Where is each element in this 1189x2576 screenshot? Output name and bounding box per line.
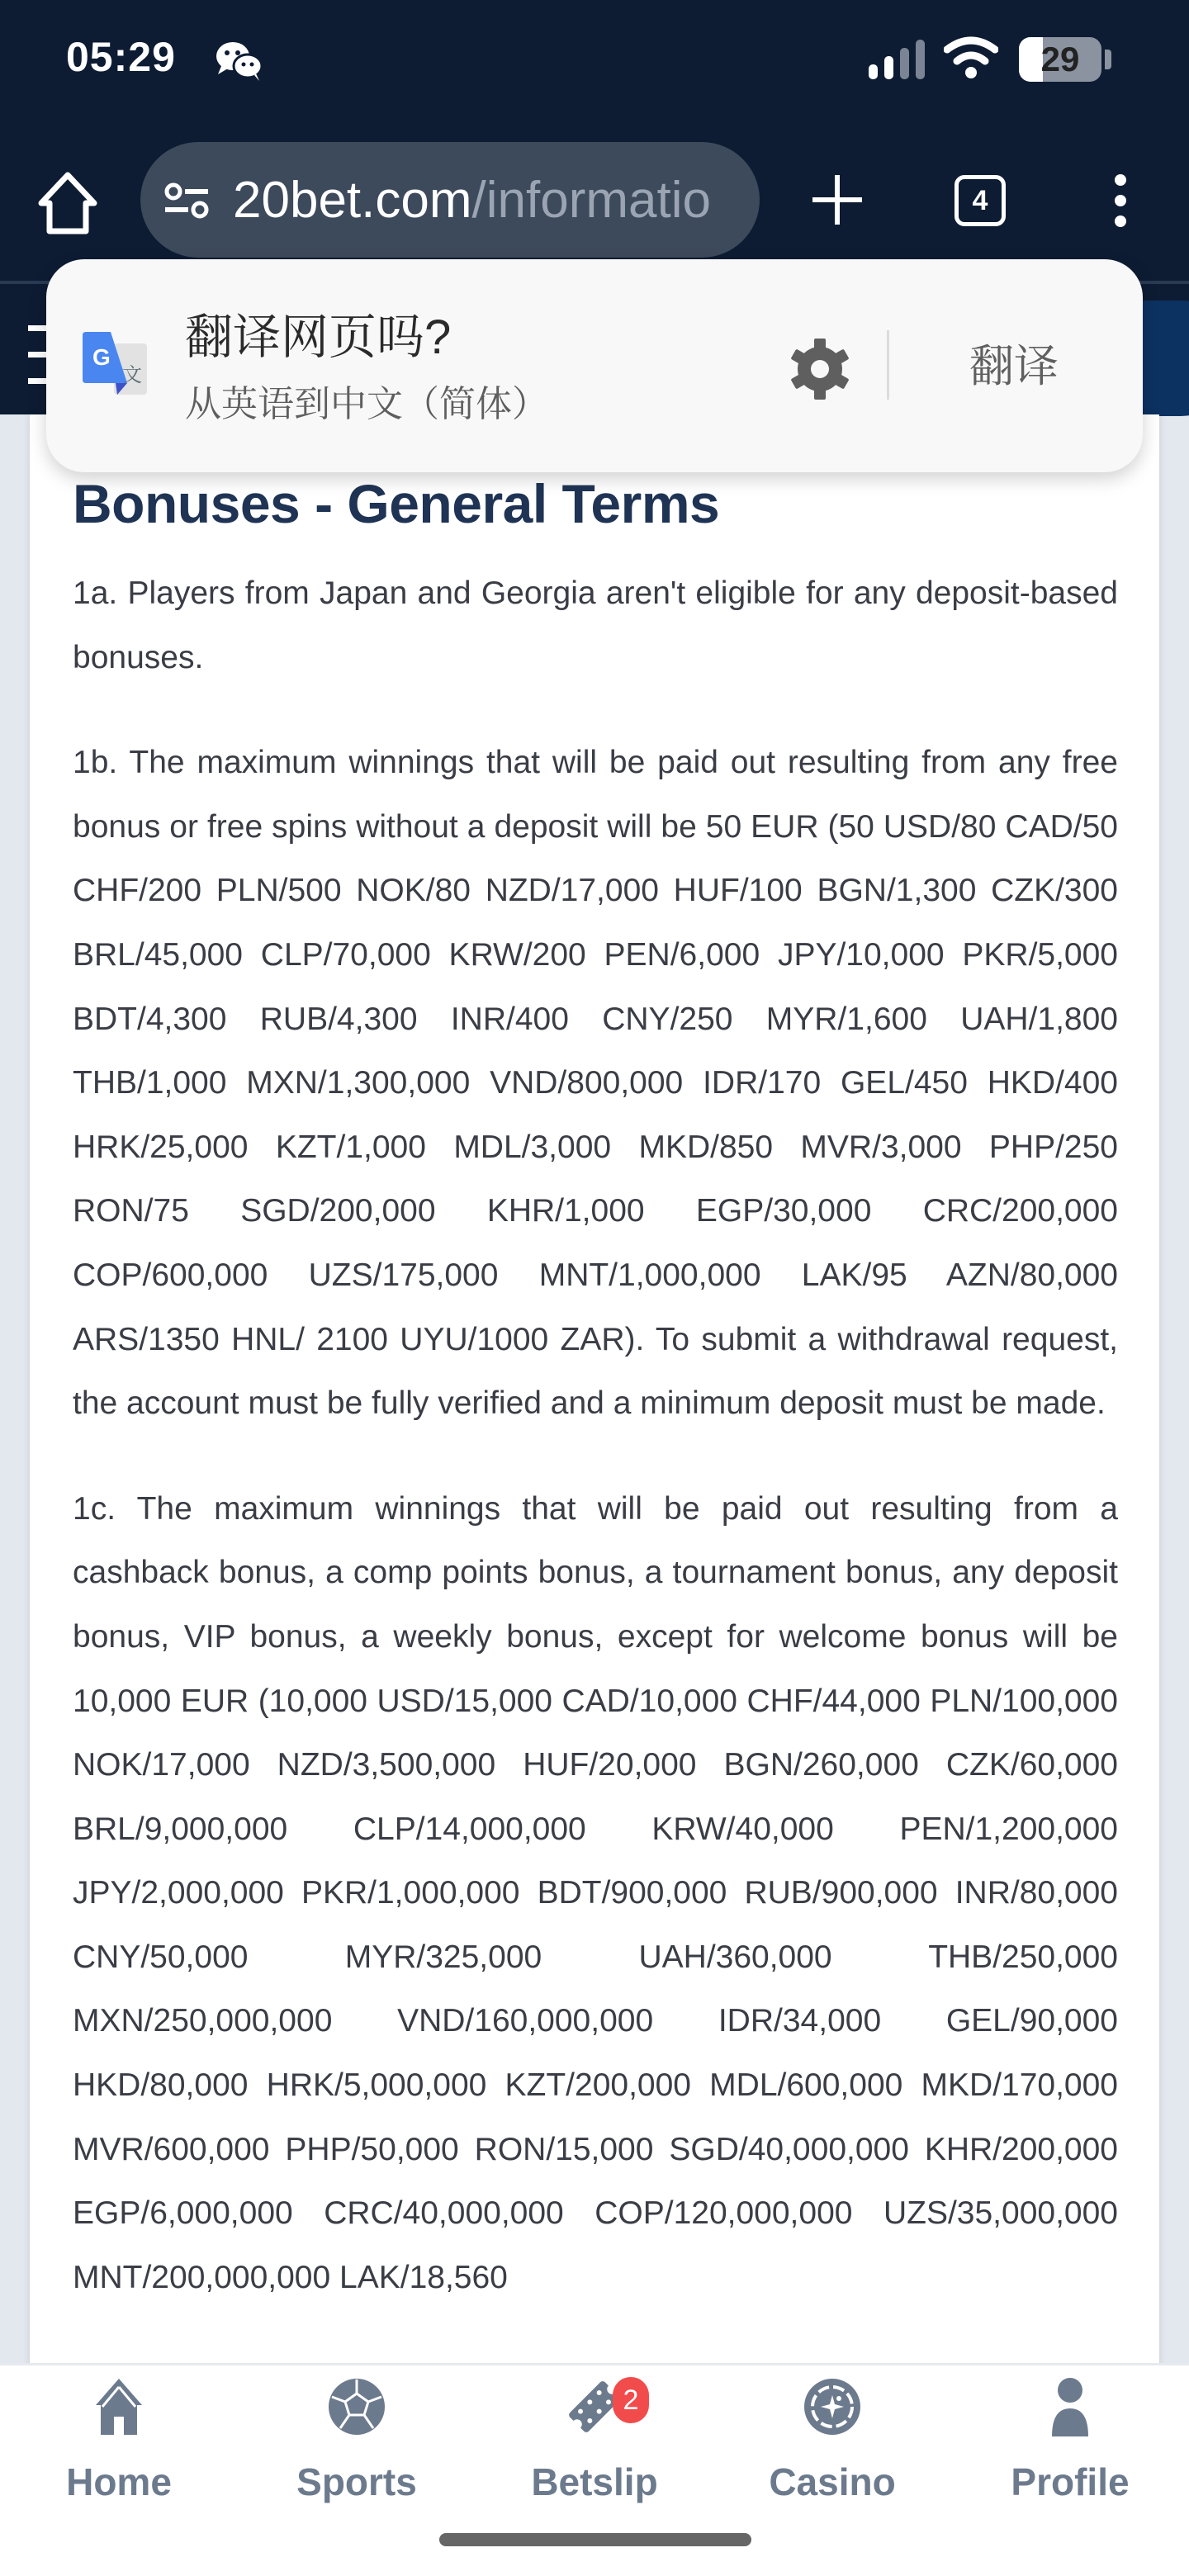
status-bar	[0, 0, 1189, 124]
site-settings-icon[interactable]	[163, 182, 210, 221]
browser-toolbar	[0, 124, 1189, 281]
google-translate-icon	[83, 332, 149, 400]
nav-label: Casino	[769, 2460, 896, 2503]
nav-label: Sports	[296, 2460, 417, 2503]
page-title: Bonuses - General Terms	[73, 473, 720, 534]
gear-icon[interactable]	[788, 337, 852, 401]
url-path: /informatio	[471, 172, 711, 229]
url-domain: 20bet.com	[233, 172, 472, 229]
user-icon	[1040, 2377, 1100, 2436]
wechat-icon	[213, 40, 264, 81]
tab-switcher-button[interactable]: 4	[955, 175, 1006, 226]
terms-content	[73, 472, 1118, 2309]
popup-divider	[887, 330, 889, 400]
battery-level: 29	[1040, 40, 1080, 78]
clock: 05:29	[66, 34, 176, 80]
battery-icon	[1019, 37, 1101, 82]
svg-text:文: 文	[122, 363, 142, 386]
url-text[interactable]	[233, 170, 745, 231]
terms-paragraph-1c: 1c. The maximum winnings that will be paid out resulting from a cashback bonus, a comp points bonus, a tournament bonus, any deposit bonus, VIP bonus, a weekly bonus, except for welcome bonus will be 10,000 EUR (10,000 USD/15,000 CAD/10,000 CHF/44,000 PLN/100,000 NOK/17,000 NZD/3,500,000 HUF/20,000 BGN/260,000 CZK/60,000 BRL/9,000,000 CLP/14,000,000 KRW/40,000 PEN/1,200,000 JPY/2,000,000 PKR/1,000,000 BDT/900,000 RUB/900,000 INR/80,000 CNY/50,000 MYR/325,000 UAH/360,000 THB/250,000 MXN/250,000,000 VND/160,000,000 IDR/34,000 GEL/90,000 HKD/80,000 HRK/5,000,000 KZT/200,000 MDL/600,000 MKD/170,000 MVR/600,000 PHP/50,000 RON/15,000 SGD/40,000,000 KHR/200,000 EGP/6,000,000 CRC/40,000,000 COP/120,000,000 UZS/35,000,000 MNT/200,000,000 LAK/18,560	[73, 1490, 1118, 2295]
terms-paragraph-1a: 1a. Players from Japan and Georgia aren't eligible for any deposit-based bonuses.	[73, 575, 1118, 675]
more-vert-icon[interactable]	[1108, 173, 1133, 228]
content-card	[30, 414, 1159, 2396]
translate-language-pair: 从英语到中文（简体）	[185, 384, 548, 424]
home-icon[interactable]	[36, 170, 99, 236]
nav-label: Profile	[1011, 2460, 1130, 2503]
soccer-ball-icon	[327, 2377, 386, 2436]
translate-popup	[46, 259, 1143, 472]
nav-sports[interactable]	[274, 2377, 439, 2534]
home-icon	[89, 2377, 149, 2436]
nav-casino[interactable]	[750, 2377, 915, 2534]
nav-label: Home	[66, 2460, 172, 2503]
terms-paragraph-1b: 1b. The maximum winnings that will be paid out resulting from any free bonus or free spins without a deposit will be 50 EUR (50 USD/80 CAD/50 CHF/200 PLN/500 NOK/80 NZD/17,000 HUF/100 BGN/1,300 CZK/300 BRL/45,000 CLP/70,000 KRW/200 PEN/6,000 JPY/10,000 PKR/5,000 BDT/4,300 RUB/4,300 INR/400 CNY/250 MYR/1,600 UAH/1,800 THB/1,000 MXN/1,300,000 VND/800,000 IDR/170 GEL/450 HKD/400 HRK/25,000 KZT/1,000 MDL/3,000 MKD/850 MVR/3,000 PHP/250 RON/75 SGD/200,000 KHR/1,000 EGP/30,000 CRC/200,000 COP/600,000 UZS/175,000 MNT/1,000,000 LAK/95 AZN/80,000 ARS/1350 HNL/ 2100 UYU/1000 ZAR). To submit a withdrawal request, the account must be fully verified and a minimum deposit must be made.	[73, 745, 1118, 1422]
roulette-icon	[803, 2377, 862, 2436]
nav-label: Betslip	[531, 2460, 658, 2503]
translate-prompt-title: 翻译网页吗?	[185, 310, 452, 364]
nav-profile[interactable]	[988, 2377, 1153, 2534]
plus-icon[interactable]	[811, 173, 864, 226]
home-indicator[interactable]	[439, 2533, 751, 2546]
battery-tip	[1105, 50, 1111, 69]
wifi-icon	[944, 36, 998, 79]
signal-icon	[867, 40, 928, 79]
betslip-count-badge: 2	[613, 2377, 649, 2423]
nav-home[interactable]	[36, 2377, 201, 2534]
svg-text:G: G	[92, 344, 111, 370]
nav-betslip[interactable]	[512, 2377, 677, 2534]
address-bar[interactable]	[140, 142, 760, 258]
translate-button[interactable]: 翻译	[969, 342, 1059, 391]
